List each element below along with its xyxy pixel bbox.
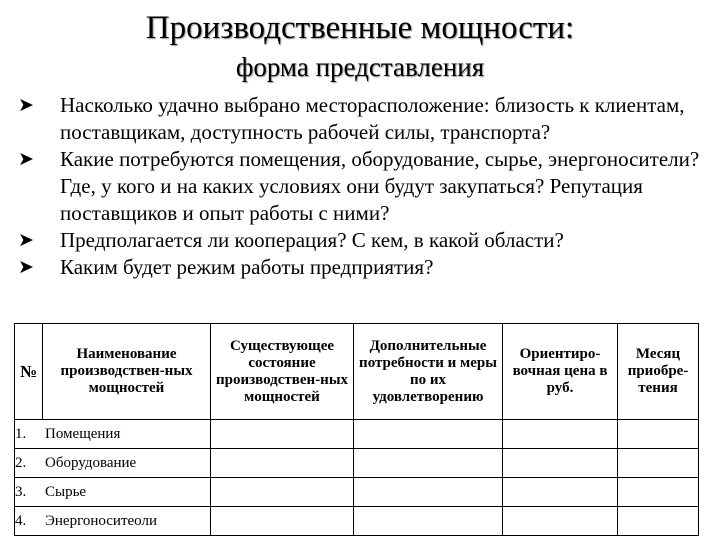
question-text: Насколько удачно выбрано месторасположение: близость к клиентам, поставщикам, доступность рабочей силы, транспорта?	[60, 93, 685, 144]
header-name: Наименование производствен-ных мощностей	[43, 324, 211, 420]
header-additional-needs: Дополнительные потребности и меры по их удовлетворению	[354, 324, 503, 420]
table-row	[15, 478, 699, 507]
arrow-bullet-icon: ➤	[18, 94, 34, 116]
question-item	[18, 146, 714, 227]
empty-cell[interactable]	[618, 449, 699, 478]
header-price: Ориентиро-вочная цена в руб.	[503, 324, 618, 420]
row-name-cell	[15, 420, 211, 449]
row-name-cell	[15, 478, 211, 507]
table-row	[15, 449, 699, 478]
header-month: Месяц приобре-тения	[618, 324, 699, 420]
arrow-bullet-icon: ➤	[18, 148, 34, 170]
empty-cell[interactable]	[503, 478, 618, 507]
row-index: 2.	[15, 454, 27, 471]
row-name: Сырье	[45, 483, 87, 500]
arrow-bullet-icon: ➤	[18, 256, 34, 278]
empty-cell[interactable]	[503, 449, 618, 478]
question-text: Каким будет режим работы предприятия?	[60, 255, 434, 279]
empty-cell[interactable]	[354, 420, 503, 449]
empty-cell[interactable]	[211, 420, 354, 449]
row-name: Энергоноситеоли	[45, 512, 157, 529]
empty-cell[interactable]	[618, 420, 699, 449]
row-index: 4.	[15, 512, 27, 529]
row-index: 1.	[15, 425, 27, 442]
empty-cell[interactable]	[354, 507, 503, 536]
question-item	[18, 227, 714, 254]
empty-cell[interactable]	[503, 507, 618, 536]
table-row	[15, 420, 699, 449]
page-subtitle: форма представления	[235, 52, 485, 82]
row-name: Помещения	[45, 425, 121, 442]
row-name-cell	[15, 507, 211, 536]
page-title: Производственные мощности:	[145, 10, 575, 46]
empty-cell[interactable]	[354, 478, 503, 507]
row-name: Оборудование	[45, 454, 137, 471]
question-text: Предполагается ли кооперация? С кем, в какой области?	[60, 228, 564, 252]
question-item	[18, 254, 714, 281]
empty-cell[interactable]	[211, 507, 354, 536]
arrow-bullet-icon: ➤	[18, 229, 34, 251]
table-header-row	[15, 324, 699, 420]
empty-cell[interactable]	[211, 478, 354, 507]
table-row	[15, 507, 699, 536]
question-text: Какие потребуются помещения, оборудование, сырье, энергоносители? Где, у кого и на каких условиях они будут закупаться? Репутация поставщиков и опыт работы с ними?	[60, 147, 700, 225]
question-list	[18, 92, 714, 281]
empty-cell[interactable]	[354, 449, 503, 478]
header-current-state: Существующее состояние производствен-ных мощностей	[211, 324, 354, 420]
empty-cell[interactable]	[211, 449, 354, 478]
row-name-cell	[15, 449, 211, 478]
capacity-table	[14, 323, 699, 536]
empty-cell[interactable]	[618, 507, 699, 536]
empty-cell[interactable]	[503, 420, 618, 449]
empty-cell[interactable]	[618, 478, 699, 507]
row-index: 3.	[15, 483, 27, 500]
question-item	[18, 92, 714, 146]
header-number: №	[15, 324, 43, 420]
